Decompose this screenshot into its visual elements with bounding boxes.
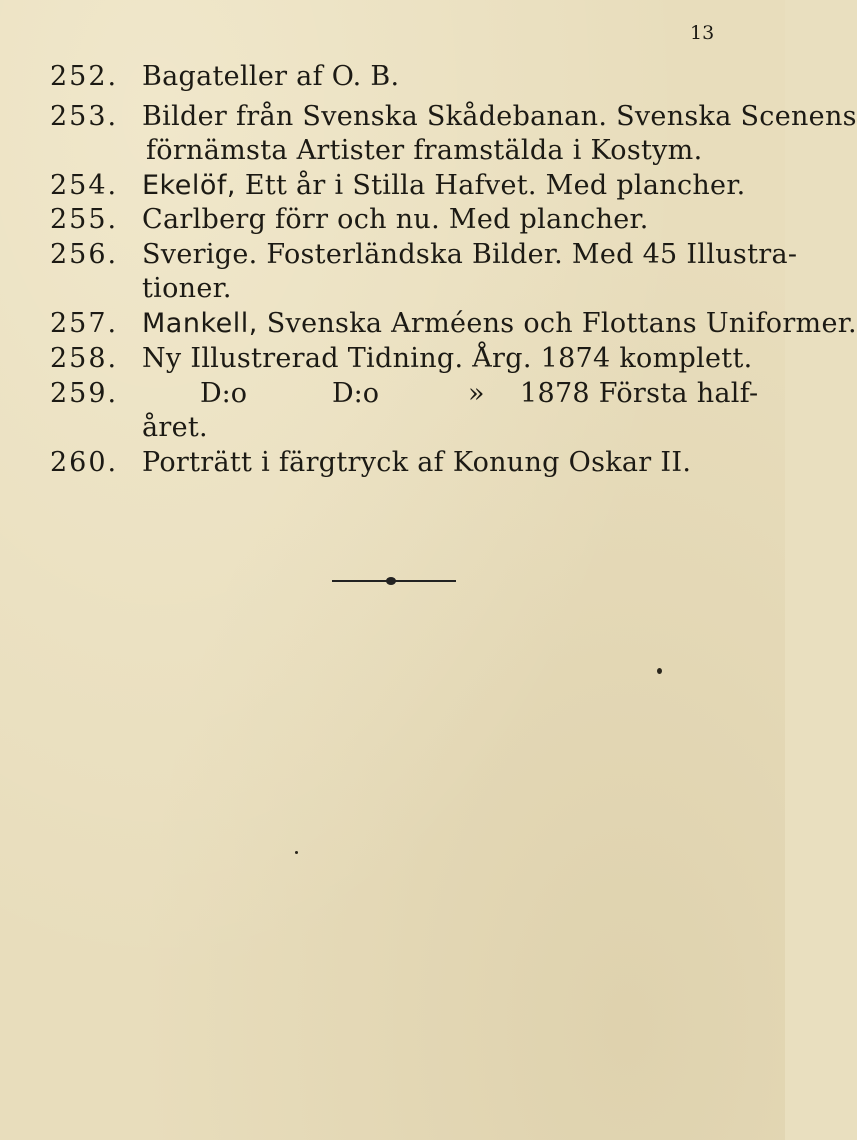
entry-author: Ekelöf,: [142, 170, 236, 201]
entry-text: Ny Illustrerad Tidning. Årg. 1874 komplett.: [142, 343, 753, 374]
entry-continuation: förnämsta Artister framstälda i Kostym.: [146, 135, 703, 166]
ditto-mark: D:o: [200, 378, 247, 409]
entry-text: Bilder från Svenska Skådebanan. Svenska Scenens: [142, 101, 857, 132]
entry-text: Carlberg förr och nu. Med plancher.: [142, 204, 649, 235]
entry-number: 258.: [50, 343, 119, 374]
entry-number: 257.: [50, 308, 119, 339]
entry-line: [142, 304, 857, 344]
entry-text: Svenska Arméens och Flottans Uniformer.: [266, 308, 857, 339]
entry-number: 256.: [50, 239, 119, 270]
entry-number: 254.: [50, 170, 119, 201]
section-divider: [332, 577, 456, 585]
entry-continuation: året.: [142, 412, 208, 443]
entry-continuation: tioner.: [142, 273, 232, 304]
entry-text: Sverige. Fosterländska Bilder. Med 45 Illustra-: [142, 239, 798, 270]
entry-number: 260.: [50, 447, 119, 478]
ditto-mark: D:o: [332, 378, 379, 409]
entry-text: Porträtt i färgtryck af Konung Oskar II.: [142, 447, 692, 478]
entry-number: 252.: [50, 61, 119, 92]
entry-number: 259.: [50, 378, 119, 409]
entry-text: 1878 Första half-: [520, 378, 759, 409]
entry-number: 255.: [50, 204, 119, 235]
ditto-mark: »: [468, 378, 485, 409]
entry-author: Mankell,: [142, 308, 258, 339]
divider-ornament: [386, 577, 396, 585]
page-number: 13: [690, 22, 715, 44]
paper-speck: [295, 851, 298, 854]
paper-speck: [657, 668, 662, 674]
entry-text: Ett år i Stilla Hafvet. Med plancher.: [244, 170, 746, 201]
entry-text: Bagateller af O. B.: [142, 61, 400, 92]
entry-number: 253.: [50, 101, 119, 132]
